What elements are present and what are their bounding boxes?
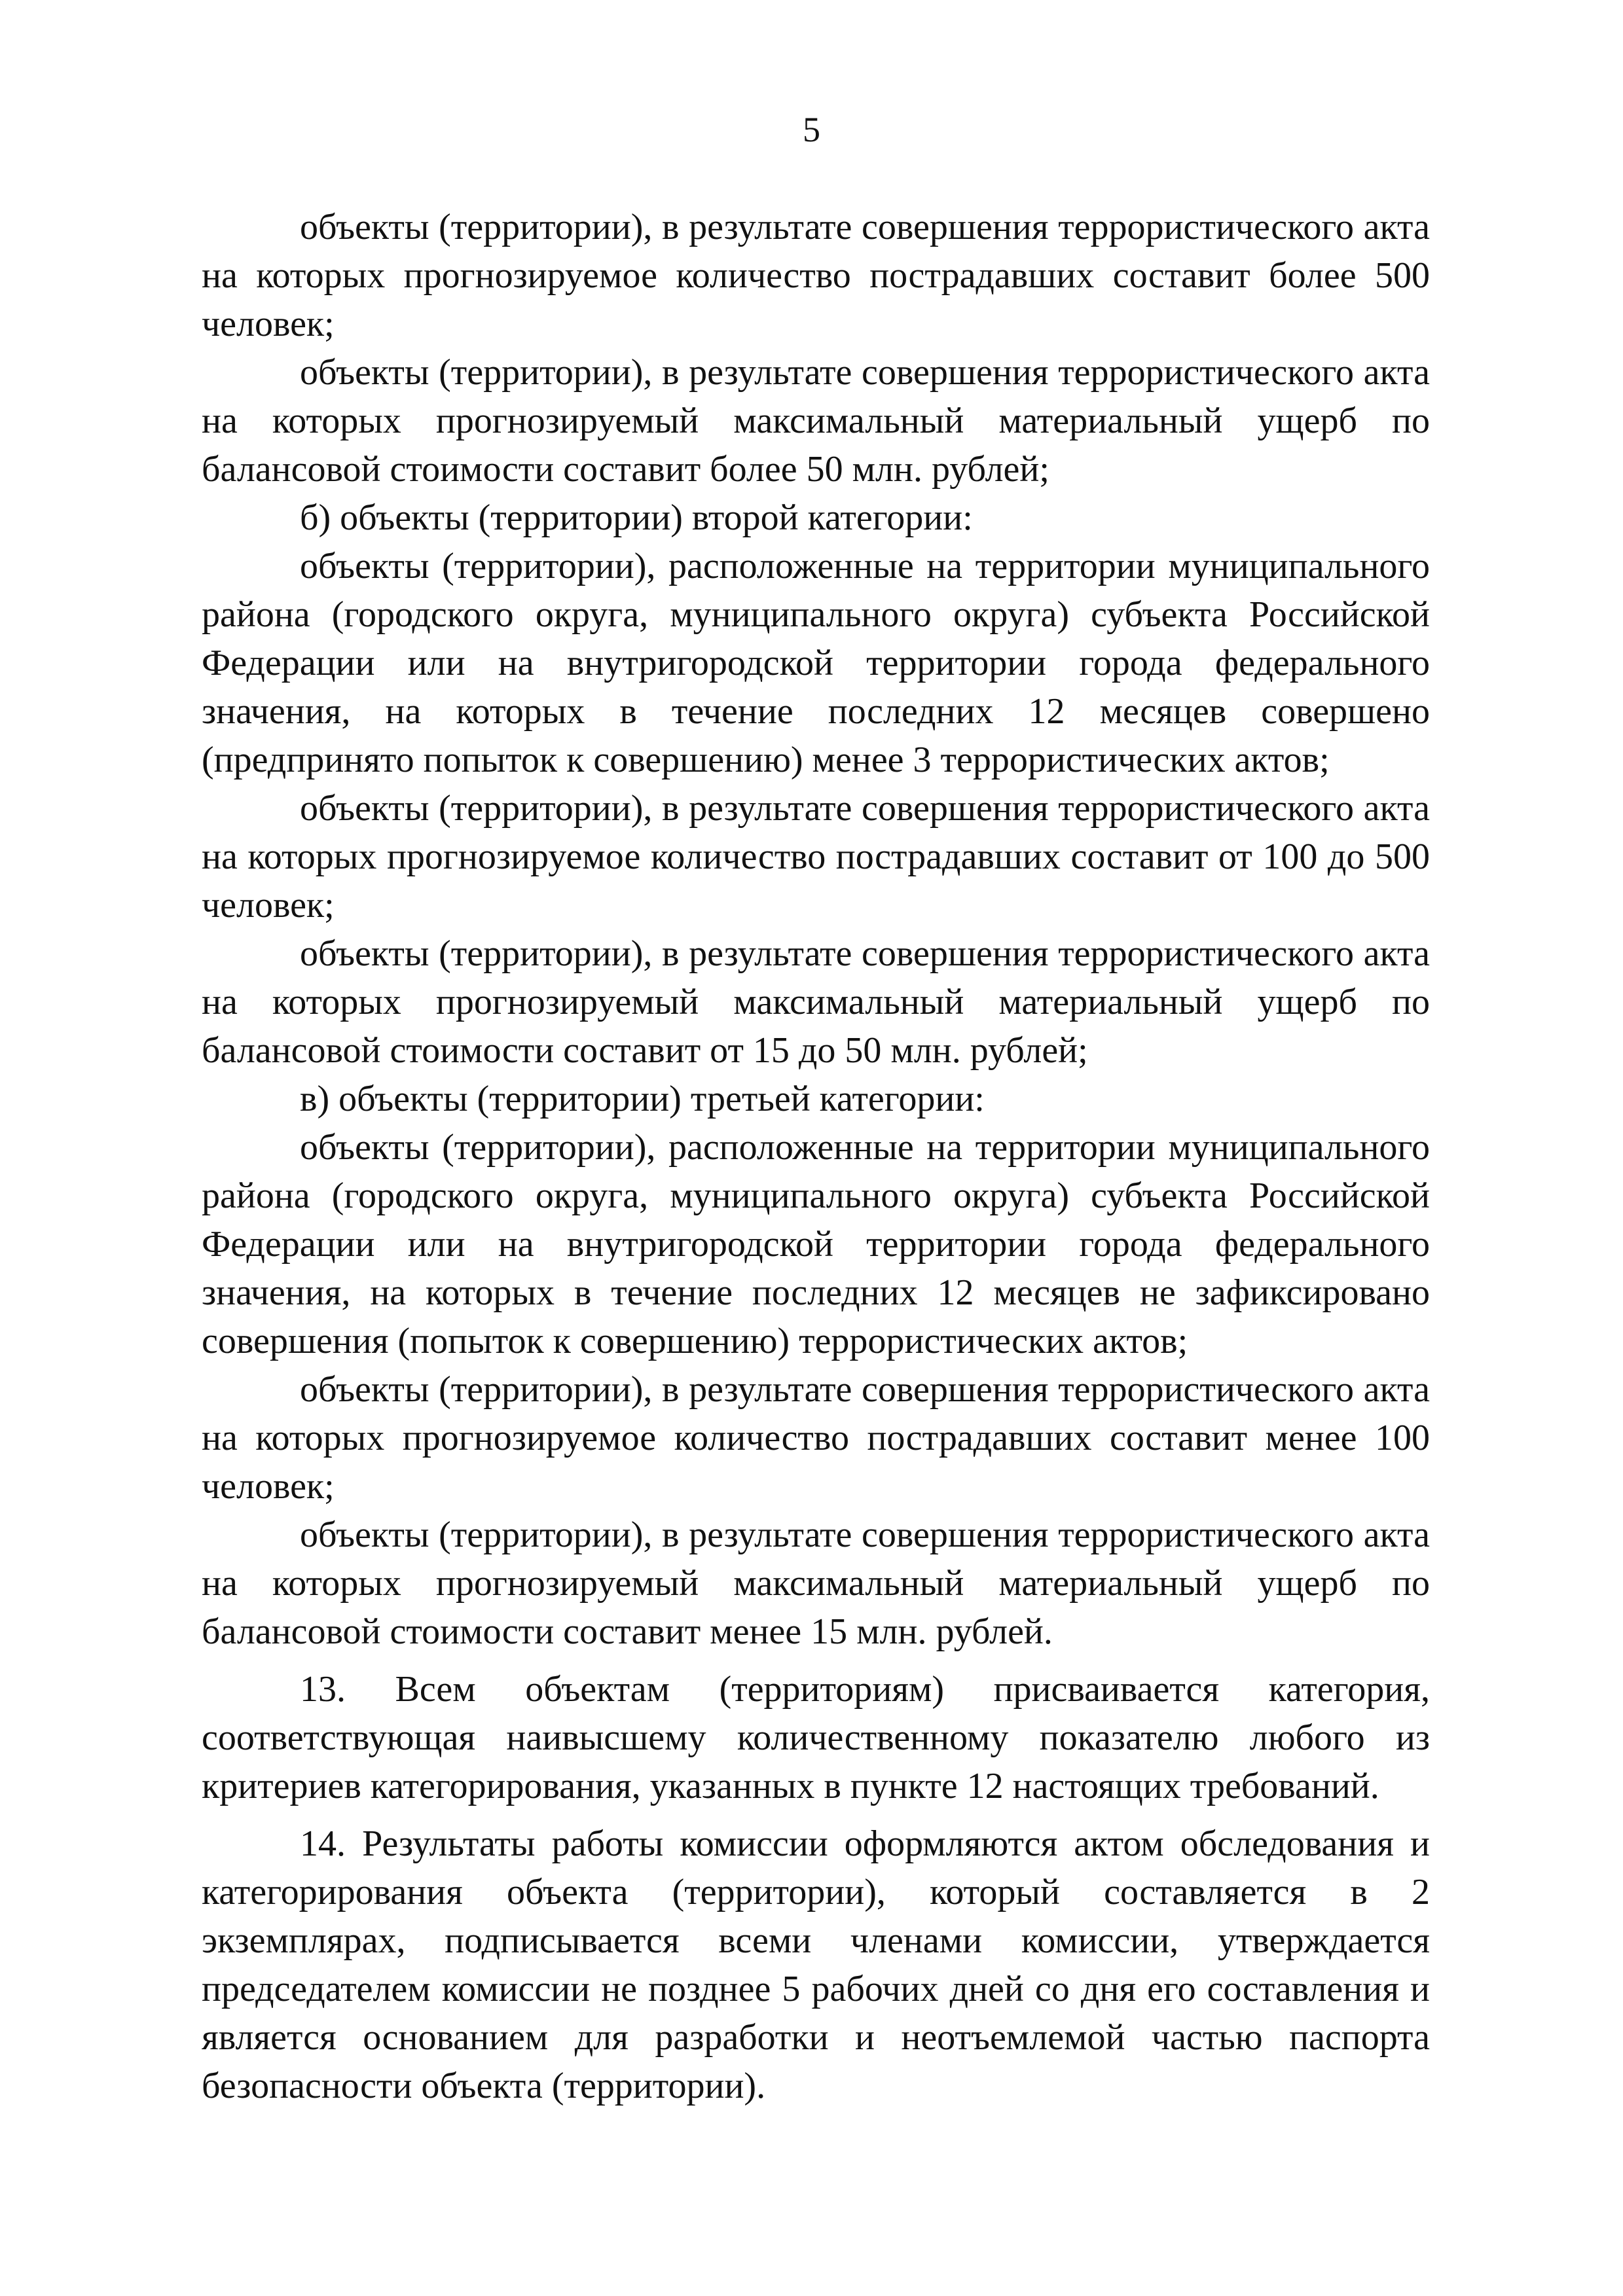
paragraph-criteria-casualties-first: объекты (территории), в результате совершения террористического акта на которых прогнозируемое количество пострадавших составит более 500 человек;: [202, 207, 1430, 344]
paragraph-item-13: 13. Всем объектам (территориям) присваивается категория, соответствующая наивысшему количественному показателю любого из критериев категорирования, указанных в пункте 12 настоящих требований.: [202, 1669, 1430, 1806]
paragraph-criteria-damage-first: объекты (территории), в результате совершения террористического акта на которых прогнозируемый максимальный материальный ущерб по балансовой стоимости составит более 50 млн. рублей;: [202, 352, 1430, 490]
paragraph-criteria-casualties-third: объекты (территории), в результате совершения террористического акта на которых прогнозируемое количество пострадавших составит менее 100 человек;: [202, 1369, 1430, 1507]
document-body: [202, 203, 1430, 2110]
paragraph-third-category-heading: в) объекты (территории) третьей категории:: [300, 1079, 985, 1119]
paragraph-item-14: 14. Результаты работы комиссии оформляются актом обследования и категорирования объекта (территории), который составляется в 2 экземплярах, подписывается всеми членами комиссии, утверждается председателем комиссии не позднее 5 рабочих дней со дня его составления и является основанием для разработки и неотъемлемой частью паспорта безопасности объекта (территории).: [202, 1823, 1430, 2106]
paragraph-criteria-damage-second: объекты (территории), в результате совершения террористического акта на которых прогнозируемый максимальный материальный ущерб по балансовой стоимости составит от 15 до 50 млн. рублей;: [202, 933, 1430, 1071]
paragraph-criteria-location-second: объекты (территории), расположенные на территории муниципального района (городского округа, муниципального округа) субъекта Российской Федерации или на внутригородской территории города федерального значения, на которых в течение последних 12 месяцев совершено (предпринято попыток к совершению) менее 3 террористических актов;: [202, 546, 1430, 780]
paragraph-second-category-heading: б) объекты (территории) второй категории:: [300, 497, 973, 538]
paragraph-criteria-casualties-second: объекты (территории), в результате совершения террористического акта на которых прогнозируемое количество пострадавших составит от 100 до 500 человек;: [202, 788, 1430, 925]
page-number: 5: [803, 110, 820, 149]
paragraph-criteria-damage-third: объекты (территории), в результате совершения террористического акта на которых прогнозируемый максимальный материальный ущерб по балансовой стоимости составит менее 15 млн. рублей.: [202, 1515, 1430, 1652]
paragraph-criteria-location-third: объекты (территории), расположенные на территории муниципального района (городского округа, муниципального округа) субъекта Российской Федерации или на внутригородской территории города федерального значения, на которых в течение последних 12 месяцев не зафиксировано совершения (попыток к совершению) террористических актов;: [202, 1127, 1430, 1361]
